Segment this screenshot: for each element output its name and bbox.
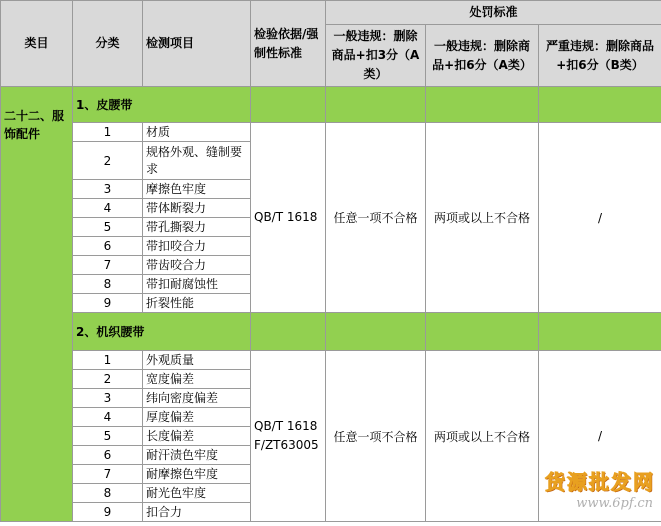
item-name: 带齿咬合力 [143, 256, 251, 275]
penalty-a3-cell: 任意一项不合格 [326, 351, 426, 522]
group-blank [251, 313, 326, 351]
group-blank [326, 313, 426, 351]
item-number: 6 [73, 237, 143, 256]
item-number: 8 [73, 484, 143, 503]
group-blank [426, 87, 539, 123]
penalty-a3-cell: 任意一项不合格 [326, 123, 426, 313]
item-number: 3 [73, 389, 143, 408]
item-number: 3 [73, 180, 143, 199]
header-serious-b6: 严重违规：删除商品+扣6分（B类） [539, 25, 661, 87]
penalty-a6-cell: 两项或以上不合格 [426, 123, 539, 313]
watermark-url: www.6pf.cn [576, 496, 653, 511]
item-number: 4 [73, 408, 143, 427]
item-name: 折裂性能 [143, 294, 251, 313]
group-blank [426, 313, 539, 351]
header-penalty-group: 处罚标准 [326, 1, 661, 25]
item-name: 带扣咬合力 [143, 237, 251, 256]
item-name: 带孔撕裂力 [143, 218, 251, 237]
item-name: 耐摩擦色牢度 [143, 465, 251, 484]
item-name: 厚度偏差 [143, 408, 251, 427]
item-number: 4 [73, 199, 143, 218]
item-name: 带体断裂力 [143, 199, 251, 218]
item-name: 摩擦色牢度 [143, 180, 251, 199]
item-name: 带扣耐腐蚀性 [143, 275, 251, 294]
item-number: 9 [73, 294, 143, 313]
group-blank [539, 87, 661, 123]
item-name: 耐汗渍色牢度 [143, 446, 251, 465]
header-classification: 分类 [73, 1, 143, 87]
item-name: 耐光色牢度 [143, 484, 251, 503]
group-blank [251, 87, 326, 123]
item-number: 5 [73, 218, 143, 237]
item-number: 7 [73, 465, 143, 484]
header-test-item: 检测项目 [143, 1, 251, 87]
header-basis: 检验依据/强制性标准 [251, 1, 326, 87]
item-number: 7 [73, 256, 143, 275]
item-number: 1 [73, 123, 143, 142]
item-name: 扣合力 [143, 503, 251, 522]
item-number: 5 [73, 427, 143, 446]
watermark-logo: 货源批发网 [545, 470, 655, 494]
header-general-a6: 一般违规：删除商品+扣6分（A类） [426, 25, 539, 87]
item-number: 2 [73, 142, 143, 180]
group-title: 2、机织腰带 [73, 313, 251, 351]
standard-cell: QB/T 1618 [251, 123, 326, 313]
item-number: 9 [73, 503, 143, 522]
item-name: 材质 [143, 123, 251, 142]
category-cell: 二十二、服饰配件 [1, 87, 73, 522]
item-name: 宽度偏差 [143, 370, 251, 389]
item-number: 8 [73, 275, 143, 294]
item-number: 1 [73, 351, 143, 370]
header-general-a3: 一般违规：删除商品+扣3分（A类） [326, 25, 426, 87]
group-blank [539, 313, 661, 351]
item-number: 2 [73, 370, 143, 389]
header-category: 类目 [1, 1, 73, 87]
item-name: 长度偏差 [143, 427, 251, 446]
item-number: 6 [73, 446, 143, 465]
group-title: 1、皮腰带 [73, 87, 251, 123]
penalty-b6-cell: / [539, 351, 661, 522]
standard-cell: QB/T 1618 F/ZT63005 [251, 351, 326, 522]
penalty-b6-cell: / [539, 123, 661, 313]
item-name: 规格外观、缝制要求 [143, 142, 251, 180]
penalty-a6-cell: 两项或以上不合格 [426, 351, 539, 522]
group-blank [326, 87, 426, 123]
item-name: 纬向密度偏差 [143, 389, 251, 408]
item-name: 外观质量 [143, 351, 251, 370]
